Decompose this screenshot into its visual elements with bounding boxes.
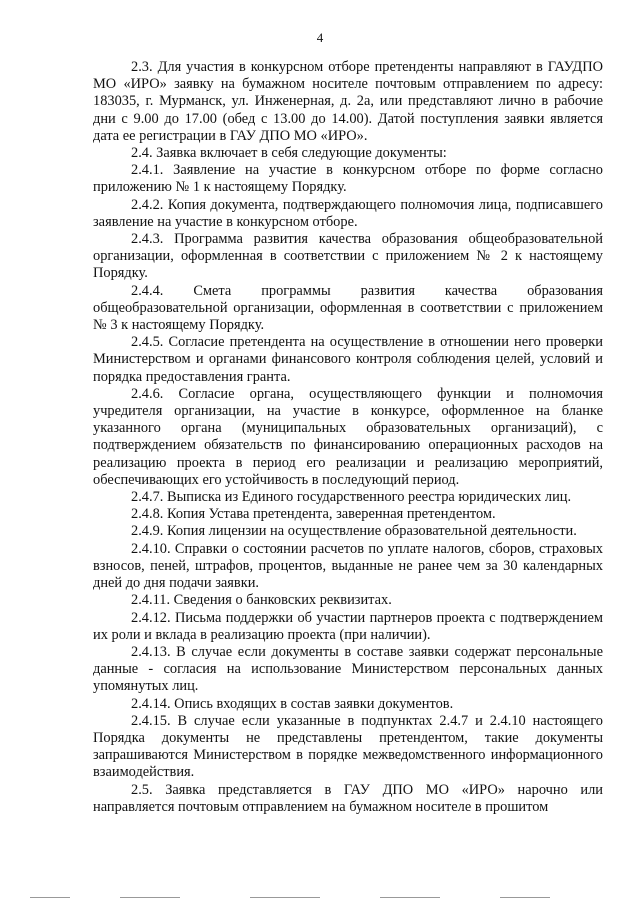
paragraph-p2-4-5: 2.4.5. Согласие претендента на осуществление в отношении него проверки Министерством и органами финансового контроля соблюдения целей, условий и порядка предоставления гранта. [93, 334, 603, 385]
paragraph-p2-4-10: 2.4.10. Справки о состоянии расчетов по уплате налогов, сборов, страховых взносов, пеней, штрафов, процентов, выданные не ранее чем за 30 календарных дней до дня подачи заявки. [93, 540, 603, 592]
paragraph-p2-4-8: 2.4.8. Копия Устава претендента, заверенная претендентом. [131, 506, 496, 523]
paragraph-p2-4-2: 2.4.2. Копия документа, подтверждающего полномочия лица, подписавшего заявление на участие в конкурсном отборе. [93, 196, 603, 230]
scan-edge-marks [0, 897, 640, 903]
paragraph-p2-4: 2.4. Заявка включает в себя следующие документы: [131, 145, 447, 162]
paragraph-p2-4-15: 2.4.15. В случае если указанные в подпунктах 2.4.7 и 2.4.10 настоящего Порядка документы не представлены претендентом, такие документы запрашиваются Министерством в порядке межведомственного информационного взаимодействия. [93, 712, 603, 781]
paragraph-p2-3: 2.3. Для участия в конкурсном отборе претенденты направляют в ГАУДПО МО «ИРО» заявку на бумажном носителе почтовым отправлением по адресу: 183035, г. Мурманск, ул. Инженерная, д. 2а, или представляют лично в рабочие дни с 9.00 до 17.00 (обед с 13.00 до 14.00). Датой поступления заявки является дата ее регистрации в ГАУ ДПО МО «ИРО». [93, 59, 603, 144]
paragraph-p2-4-3: 2.4.3. Программа развития качества образования общеобразовательной организации, оформленная в соответствии с приложением № 2 к настоящему Порядку. [93, 231, 603, 282]
paragraph-p2-4-6: 2.4.6. Согласие органа, осуществляющего функции и полномочия учредителя организации, на участие в конкурсе, оформленное на бланке указанного органа (муниципальных образовательных организаций), с подтверждением обязательств по финансированию операционных расходов на реализацию проекта в период его реализации и реализацию мероприятий, обеспечивающих его устойчивость в последующий период. [93, 385, 603, 488]
document-body [93, 59, 603, 816]
paragraph-p2-4-9: 2.4.9. Копия лицензии на осуществление образовательной деятельности. [131, 523, 577, 540]
paragraph-p2-4-12: 2.4.12. Письма поддержки об участии партнеров проекта с подтверждением их роли и вклада в реализацию проекта (при наличии). [93, 609, 603, 643]
paragraph-p2-4-1: 2.4.1. Заявление на участие в конкурсном отборе по форме согласно приложению № 1 к настоящему Порядку. [93, 162, 603, 196]
paragraph-p2-4-13: 2.4.13. В случае если документы в составе заявки содержат персональные данные - согласия на использование Министерством персональных данных упомянутых лиц. [93, 643, 603, 695]
paragraph-p2-4-7: 2.4.7. Выписка из Единого государственного реестра юридических лиц. [131, 489, 572, 506]
paragraph-p2-4-11: 2.4.11. Сведения о банковских реквизитах. [131, 592, 392, 609]
paragraph-p2-5: 2.5. Заявка представляется в ГАУ ДПО МО «ИРО» нарочно или направляется почтовым отправлением на бумажном носителе в прошитом [93, 781, 603, 815]
paragraph-p2-4-14: 2.4.14. Опись входящих в состав заявки документов. [131, 695, 454, 712]
page-number: 4 [316, 30, 324, 45]
paragraph-p2-4-4: 2.4.4. Смета программы развития качества образования общеобразовательной организации, оформленная в соответствии с приложением № 3 к настоящему Порядку. [93, 282, 603, 334]
